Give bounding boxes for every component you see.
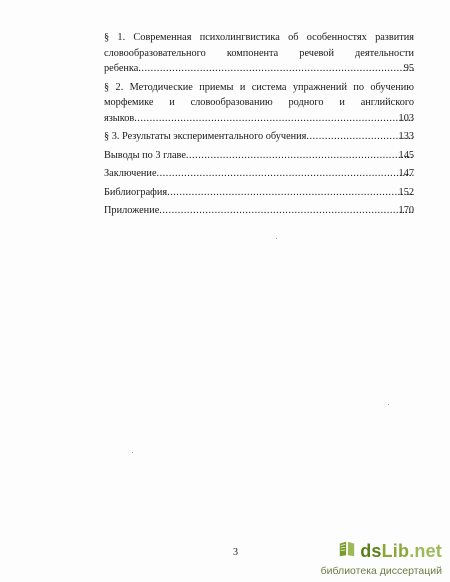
- toc-leader-dots: [138, 63, 414, 74]
- toc-entry-conclusions-chapter-3: [104, 148, 414, 164]
- toc-entry-last-line: [104, 148, 414, 164]
- toc-entry-title: Библиография: [104, 186, 168, 198]
- watermark-subtitle: библиотека диссертаций: [320, 564, 442, 577]
- toc-entry-text-line: § 1. Современная психолингвистика об особенностях развития: [104, 32, 414, 43]
- toc-entry-last-line: [104, 166, 414, 182]
- toc-page-number: 133: [398, 129, 414, 145]
- toc-page-number: 170: [398, 203, 414, 219]
- toc-entry-title: языков: [104, 112, 135, 124]
- toc-leader-dots: [167, 187, 414, 198]
- brand-part-lib: Lib: [381, 540, 410, 561]
- brand-part-ds: ds: [360, 540, 382, 561]
- toc-leader-dots: [134, 113, 414, 124]
- toc-entry-section-1: [104, 30, 414, 77]
- toc-page-number: 152: [398, 185, 414, 201]
- toc-leader-dots: [157, 168, 414, 179]
- toc-page-number: 147: [398, 166, 414, 182]
- toc-page-number: 145: [398, 148, 414, 164]
- toc-entry-last-line: [104, 111, 414, 127]
- toc-entry-section-3: [104, 129, 414, 145]
- brand-part-net: .net: [409, 540, 442, 561]
- toc-entry-title: ребенка: [104, 63, 139, 74]
- toc-leader-dots: [186, 150, 414, 161]
- scan-speck: [132, 452, 133, 453]
- toc-entry-section-2: [104, 80, 414, 127]
- toc-entry-bibliography: [104, 185, 414, 201]
- watermark-brand: [360, 542, 442, 560]
- toc-leader-dots: [306, 131, 414, 142]
- toc-entry-last-line: [104, 129, 414, 145]
- toc-page-number: 103: [398, 111, 414, 127]
- watermark-logo[interactable]: [338, 542, 442, 560]
- scan-speck: [276, 238, 277, 239]
- toc-entry-last-line: [104, 185, 414, 201]
- toc-entry-title: Выводы по 3 главе: [104, 149, 186, 161]
- toc-entry-title: Приложение: [104, 205, 160, 216]
- toc-entry-text-line: § 2. Методические приемы и система упражнений по обучению: [104, 81, 414, 93]
- toc-page-number: 95: [403, 61, 414, 77]
- watermark[interactable]: [321, 542, 442, 577]
- toc-entry-conclusion: [104, 166, 414, 182]
- toc-leader-dots: [159, 205, 414, 216]
- toc-entry-last-line: [104, 203, 414, 219]
- table-of-contents: [104, 30, 414, 222]
- toc-entry-appendix: [104, 203, 414, 219]
- toc-entry-text-line: морфемике и словообразованию родного и английского: [104, 97, 414, 108]
- toc-entry-title: Заключение: [104, 168, 157, 179]
- book-icon: [338, 540, 356, 558]
- toc-entry-last-line: [104, 61, 414, 77]
- toc-entry-title: § 3. Результаты экспериментального обучения: [104, 131, 307, 142]
- toc-entry-text-line: словообразовательного компонента речевой деятельности: [104, 47, 414, 59]
- page-number: 3: [233, 547, 238, 558]
- scan-speck: [388, 404, 389, 405]
